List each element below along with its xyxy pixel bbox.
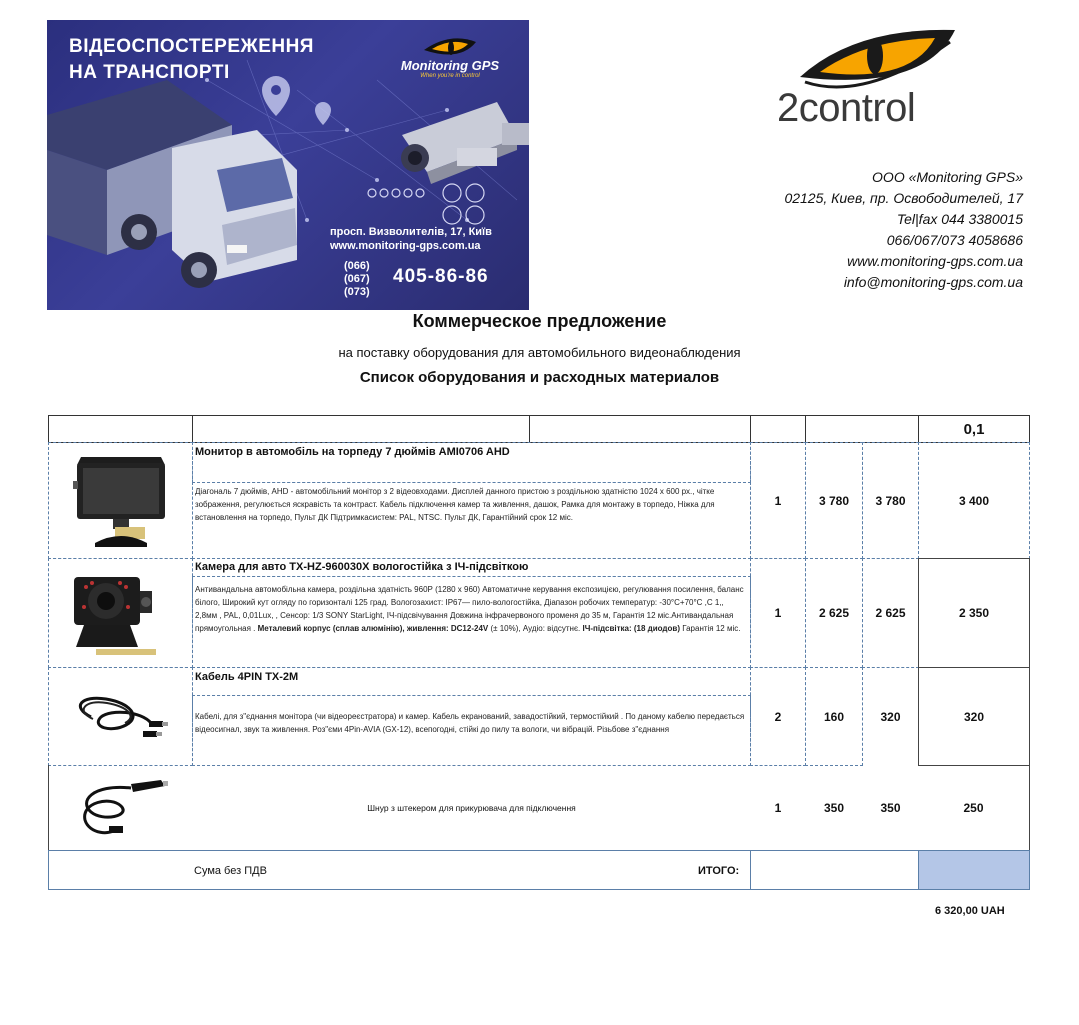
price-cell: 350 [823,801,845,815]
brand-wordmark: 2control [777,86,916,130]
description-text: Антивандальна автомобільна камера, роздільна здатність 960Р (1280 x 960) Автоматичне керування експозицією, регулювання посилення, баланс білого, Широкий кут огляду по горизонталі 125 град. Вологозахист: IP67— пило-вологостійка, Діапазон робочих температур: -30°C+70°C ,C 1,, 2,8мм , PAL, 0,01Lux, , Сенсор: 1/3 SONY StarLight, ІЧ-підсвічування Довжина інфрачервоного променя до 35 м, Гарантія 12 міс.Антивандальная прямоугольная . [195,585,744,633]
company-website[interactable]: www.monitoring-gps.com.ua [847,253,1023,269]
header-cell [192,415,530,443]
promo-banner [47,20,529,310]
product-description [192,576,751,668]
total-value-cell [750,850,919,890]
qty-cell: 1 [774,801,782,815]
description-bold: ІЧ-підсвітка: (18 диодов) [582,624,680,633]
banner-phone-number: 405-86-86 [393,266,489,287]
product-image-cell [48,667,193,766]
qty-cell: 1 [750,442,806,559]
product-name: Монитор в автомобіль на торпеду 7 дюймів AMI0706 AHD [192,442,751,483]
phone-code: (067) [344,273,370,285]
sum-without-vat-label: Сума без ПДВ [194,865,267,877]
banner-title-line2: НА ТРАНСПОРТІ [69,62,230,83]
phone-code: (066) [344,260,370,272]
eye-logo-icon [775,22,965,92]
total-label: ИТОГО: [698,865,740,877]
product-description: Кабелі, для з"єднання монітора (чи відеореєстратора) и камер. Кабель екранований, завадостійкий, термостійкий . По даному кабелю передається відеосигнал, звук та живлення. Роз"єми 4Pin-AVIA (GX-12), всепогодні, стійкі до пилу та вологи, чи вібрацій. Різьбове з"єднання [192,695,751,766]
qty-cell: 2 [750,667,806,766]
company-address: 02125, Киев, пр. Освободителей, 17 [784,190,1023,206]
product-image-cell [48,558,193,668]
cigarette-plug-icon [71,772,171,844]
footer-label-cell [48,850,751,890]
company-email[interactable]: info@monitoring-gps.com.ua [843,274,1023,290]
header-cell [750,415,806,443]
description-text: (± 10%), Аудіо: відсутнє. [488,624,583,633]
header-cell [48,415,193,443]
phone-code: (073) [344,286,370,298]
sum-cell: 320 [880,709,901,724]
product-image-cell [48,765,193,851]
car-monitor-icon [73,451,169,551]
discount-price-cell: 3 400 [918,442,1030,559]
discount-price-cell: 320 [918,667,1030,766]
banner-contacts [330,225,492,253]
monitoring-gps-tagline: When you're in control [420,73,480,79]
discount-price-cell: 250 [918,765,1030,851]
2control-logo [775,22,965,132]
document-subtitle: на поставку оборудования для автомобильного видеонаблюдения [338,345,741,360]
description-bold: Металевий корпус (сплав алюмінію), живлення: DC12-24V [257,624,489,633]
product-name: Шнур з штекером для прикурювача для підключення [367,803,576,813]
description-text: Гарантія 12 міс. [679,624,741,633]
banner-title-line1: ВІДЕОСПОСТЕРЕЖЕННЯ [69,36,314,57]
product-name: Кабель 4PIN TX-2M [192,667,751,696]
price-cell: 160 [805,667,863,766]
section-title: Список оборудования и расходных материалов [359,369,720,386]
product-name: Камера для авто TX-HZ-960030X вологостійка з ІЧ-підсвіткою [192,558,751,577]
banner-address: просп. Визволителів, 17, Київ [330,226,492,238]
header-value: 0,1 [918,415,1030,443]
company-details [784,167,1023,293]
car-camera-icon [66,567,176,659]
banner-title [69,34,314,86]
monitoring-gps-name: Monitoring GPS [400,58,500,73]
company-telfax: Tel|fax 044 3380015 [896,211,1023,227]
price-cell: 3 780 [805,442,863,559]
company-name: ООО «Monitoring GPS» [872,169,1023,185]
qty-cell: 1 [750,558,806,668]
discount-price-cell: 2 350 [918,558,1030,668]
cable-icon [71,687,171,747]
company-mobiles: 066/067/073 4058686 [886,232,1023,248]
product-image-cell [48,442,193,559]
sum-cell: 350 [880,801,901,815]
cctv-camera-illustration [401,102,529,184]
product-description: Діагональ 7 дюймів, AHD - автомобільний монітор з 2 відеовходами. Дисплей данного пристою з роздільною здатністю 1024 х 600 рх., чітке зображення, регулюється яскравість та контраст. Кабель підключення камер та живлення, дашок, Рамка для монтажу в торпедо, Ніжка для встановлення на торпедо, Пульт ДК Підтримкасистем: PAL, NTSC. Пульт ДК, Гарантійний срок 12 міс. [192,482,751,559]
document-title: Коммерческое предложение [412,311,667,331]
price-cell: 2 625 [805,558,863,668]
total-highlight-cell [918,850,1030,890]
grand-total: 6 320,00 UAH [935,905,1005,917]
header-cell [805,415,919,443]
eye-logo-icon [420,36,480,60]
banner-website: www.monitoring-gps.com.ua [330,240,481,252]
sum-cell: 3 780 [862,442,919,559]
header-cell [529,415,751,443]
monitoring-gps-logo [380,34,520,90]
sum-cell: 2 625 [862,558,919,668]
banner-phone-codes [344,260,370,299]
